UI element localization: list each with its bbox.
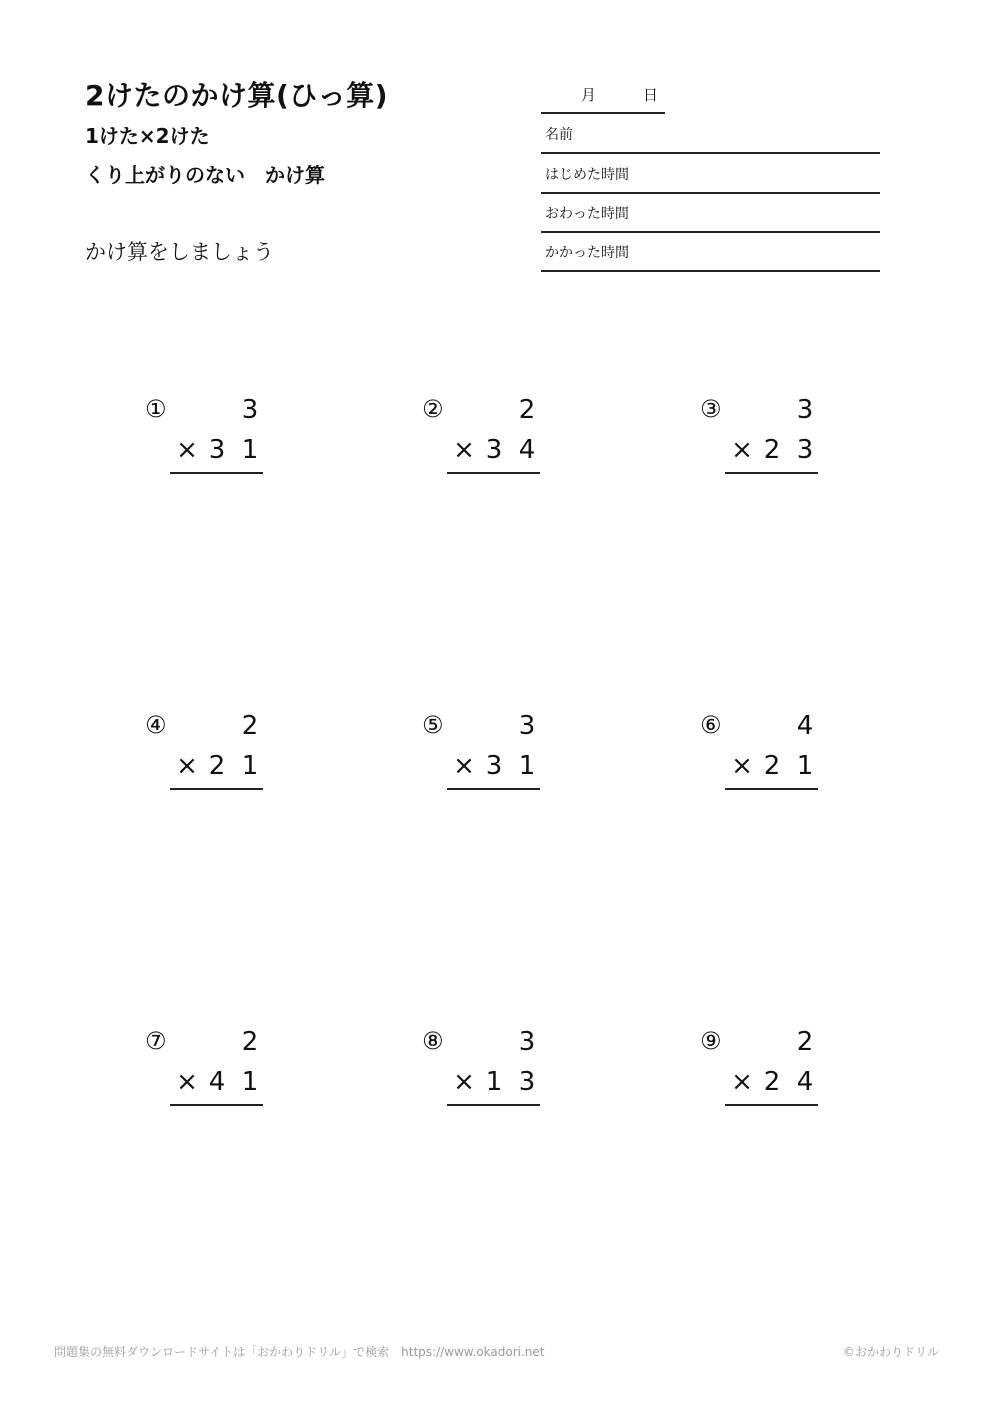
multiplier-ones: 1: [241, 751, 259, 781]
start-time-label: はじめた時間: [545, 167, 629, 183]
times-sign: ×: [731, 435, 753, 465]
multiplier-ones: 3: [796, 435, 814, 465]
multiplier-ones: 1: [518, 751, 536, 781]
name-field[interactable]: [541, 114, 880, 154]
footer-copyright: ©おかわりドリル: [842, 1345, 939, 1359]
date-field[interactable]: [541, 80, 665, 114]
problem-number: ②: [422, 395, 444, 423]
multiplier-tens: 2: [763, 751, 781, 781]
times-sign: ×: [453, 1067, 475, 1097]
footer-download-note: 問題集の無料ダウンロードサイトは「おかわりドリル」で検索 https://www.okadori.net: [54, 1345, 545, 1359]
multiplier-tens: 3: [485, 751, 503, 781]
name-label: 名前: [545, 127, 573, 143]
answer-line: [447, 788, 540, 790]
problem-number: ①: [145, 395, 167, 423]
multiplicand: 2: [241, 1027, 259, 1057]
times-sign: ×: [731, 1067, 753, 1097]
problem-7: [145, 1029, 285, 1129]
problem-4: [145, 713, 285, 813]
problem-3: [700, 397, 840, 497]
day-label: 日: [643, 86, 659, 104]
multiplier-tens: 3: [208, 435, 226, 465]
times-sign: ×: [176, 435, 198, 465]
problem-number: ⑥: [700, 711, 722, 739]
times-sign: ×: [453, 435, 475, 465]
problem-number: ③: [700, 395, 722, 423]
multiplicand: 2: [796, 1027, 814, 1057]
answer-line: [447, 472, 540, 474]
answer-line: [725, 788, 818, 790]
multiplier-ones: 3: [518, 1067, 536, 1097]
multiplicand: 3: [796, 395, 814, 425]
elapsed-time-label: かかった時間: [545, 245, 629, 261]
multiplicand: 2: [518, 395, 536, 425]
problem-number: ④: [145, 711, 167, 739]
answer-line: [725, 1104, 818, 1106]
worksheet-title: 2けたのかけ算(ひっ算): [85, 79, 389, 112]
answer-line: [170, 1104, 263, 1106]
problem-number: ⑨: [700, 1027, 722, 1055]
worksheet-subtitle: 1けた×2けた: [85, 124, 210, 148]
multiplier-ones: 4: [518, 435, 536, 465]
end-time-field[interactable]: [541, 193, 880, 233]
problem-number: ⑤: [422, 711, 444, 739]
answer-line: [170, 788, 263, 790]
worksheet-subtitle-2: くり上がりのない かけ算: [85, 163, 325, 187]
multiplicand: 2: [241, 711, 259, 741]
times-sign: ×: [176, 1067, 198, 1097]
multiplicand: 3: [241, 395, 259, 425]
multiplier-ones: 1: [241, 1067, 259, 1097]
problem-6: [700, 713, 840, 813]
end-time-label: おわった時間: [545, 206, 629, 222]
multiplier-tens: 3: [485, 435, 503, 465]
multiplier-tens: 4: [208, 1067, 226, 1097]
problem-2: [422, 397, 562, 497]
multiplicand: 4: [796, 711, 814, 741]
times-sign: ×: [453, 751, 475, 781]
problem-9: [700, 1029, 840, 1129]
multiplier-tens: 2: [763, 435, 781, 465]
problem-5: [422, 713, 562, 813]
times-sign: ×: [176, 751, 198, 781]
multiplier-ones: 1: [241, 435, 259, 465]
multiplicand: 3: [518, 711, 536, 741]
problem-1: [145, 397, 285, 497]
instruction-text: かけ算をしましょう: [85, 240, 274, 264]
multiplier-tens: 1: [485, 1067, 503, 1097]
multiplier-ones: 1: [796, 751, 814, 781]
answer-line: [170, 472, 263, 474]
elapsed-time-field[interactable]: [541, 232, 880, 272]
problem-number: ⑦: [145, 1027, 167, 1055]
answer-line: [447, 1104, 540, 1106]
start-time-field[interactable]: [541, 154, 880, 194]
times-sign: ×: [731, 751, 753, 781]
problem-number: ⑧: [422, 1027, 444, 1055]
answer-line: [725, 472, 818, 474]
multiplier-ones: 4: [796, 1067, 814, 1097]
multiplier-tens: 2: [208, 751, 226, 781]
multiplicand: 3: [518, 1027, 536, 1057]
problem-8: [422, 1029, 562, 1129]
multiplier-tens: 2: [763, 1067, 781, 1097]
month-label: 月: [581, 86, 597, 104]
